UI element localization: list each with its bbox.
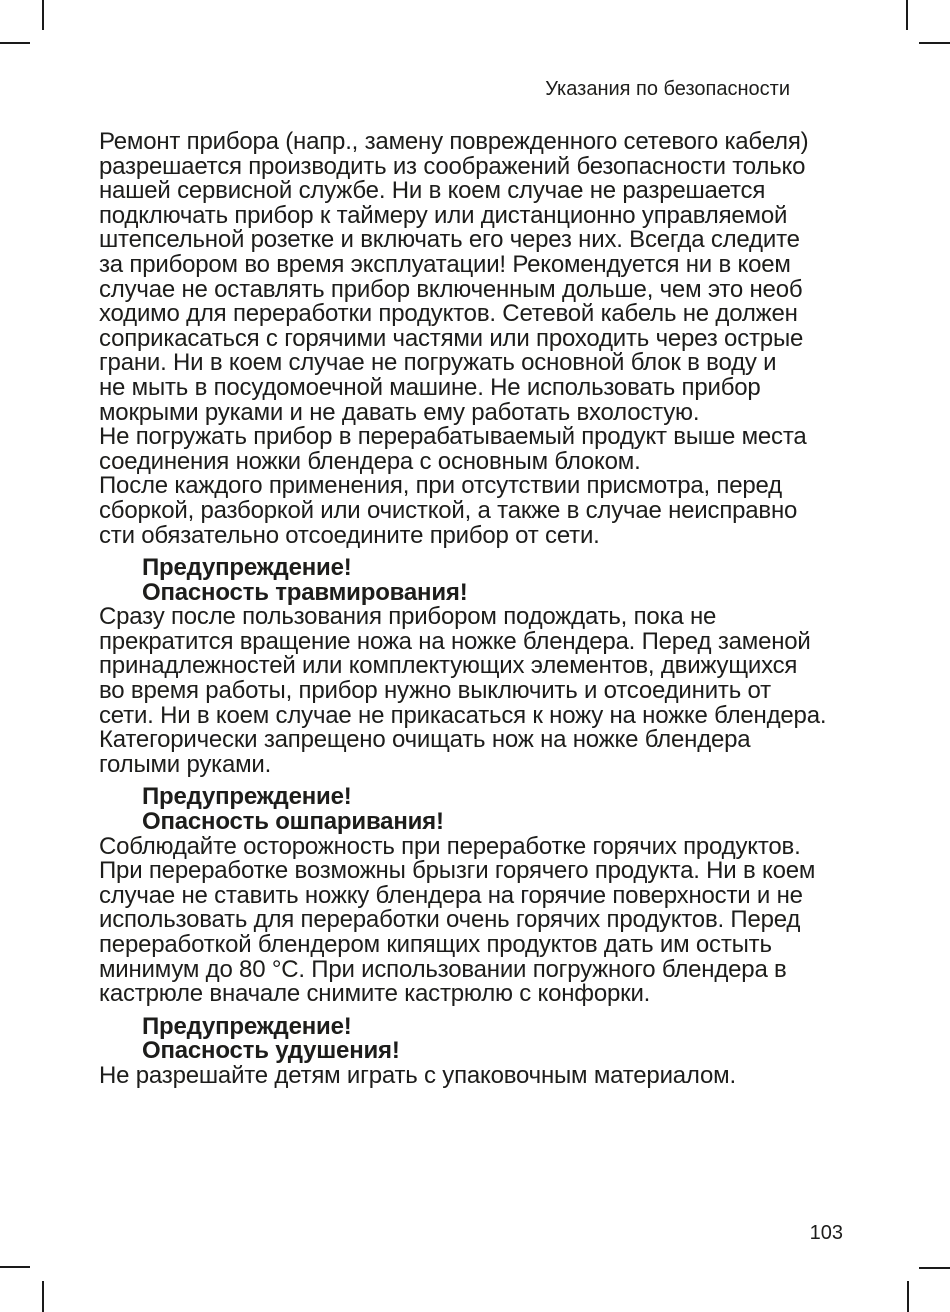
crop-mark-bottom-right-vertical	[907, 1281, 909, 1312]
text-line: переработкой блендером кипящих продуктов дать им остыть	[99, 931, 772, 958]
warning-heading	[99, 556, 844, 605]
crop-mark-top-left-horizontal	[0, 42, 30, 44]
text-line: кастрюле вначале снимите кастрюлю с конфорки.	[99, 980, 651, 1008]
warning-heading	[99, 1012, 844, 1065]
body-paragraph	[99, 130, 844, 425]
text-line: штепсельной розетке и включать его через них. Всегда следите	[99, 226, 800, 254]
text-line: Предупреждение!	[142, 1012, 352, 1040]
text-line: не мыть в посудомоечной машине. Не использовать прибор	[99, 373, 761, 401]
text-line: соединения ножки блендера с основным блоком.	[99, 447, 641, 475]
page-number: 103	[809, 1222, 843, 1244]
text-line: Ремонт прибора (напр., замену поврежденного сетевого кабеля)	[99, 128, 809, 155]
text-line: Сразу после пользования прибором подождать, пока не	[99, 603, 717, 631]
text-line: прекратится вращение ножа на ножке блендера. Перед заменой	[99, 627, 811, 655]
text-line: за прибором во время эксплуатации! Рекомендуется ни в коем	[99, 250, 791, 278]
warning-heading	[99, 785, 844, 834]
crop-mark-top-right-horizontal	[919, 42, 950, 44]
text-line: мокрыми руками и не давать ему работать вхолостую.	[99, 398, 700, 426]
text-line: Не погружать прибор в перерабатываемый продукт выше места	[99, 423, 807, 451]
body-paragraph	[99, 832, 844, 1008]
text-line: сборкой, разборкой или очисткой, а также в случае неисправно	[99, 496, 798, 524]
text-line: нашей сервисной службе. Ни в коем случае не разрешается	[99, 177, 766, 205]
text-line: принадлежностей или комплектующих элементов, движущихся	[99, 652, 798, 680]
body-paragraph	[99, 605, 844, 777]
body-text	[99, 130, 844, 1089]
text-line: случае не оставлять прибор включенным дольше, чем это необ	[99, 275, 803, 303]
text-line: во время работы, прибор нужно выключить и отсоединить от	[99, 677, 771, 705]
text-line: голыми руками.	[99, 750, 272, 778]
text-line: грани. Ни в коем случае не погружать основной блок в воду и	[99, 349, 777, 377]
body-paragraph	[99, 425, 844, 474]
crop-mark-bottom-left-horizontal	[0, 1266, 30, 1268]
text-line: После каждого применения, при отсутствии присмотра, перед	[99, 472, 782, 500]
text-line: Категорически запрещено очищать нож на ножке блендера	[99, 726, 751, 754]
text-line: Предупреждение!	[142, 554, 352, 582]
text-line: подключать прибор к таймеру или дистанционно управляемой	[99, 201, 788, 229]
crop-mark-top-right-vertical	[906, 0, 908, 30]
text-line: Предупреждение!	[142, 783, 352, 811]
text-line: Соблюдайте осторожность при переработке горячих продуктов.	[99, 832, 801, 860]
text-line: сти обязательно отсоедините прибор от сети.	[99, 521, 600, 549]
text-line: Опасность удушения!	[142, 1037, 400, 1065]
body-paragraph	[99, 474, 844, 548]
text-line: Опасность травмирования!	[142, 578, 468, 606]
crop-mark-bottom-right-horizontal	[919, 1267, 950, 1269]
text-line: ходимо для переработки продуктов. Сетевой кабель не должен	[99, 300, 798, 328]
text-line: соприкасаться с горячими частями или проходить через острые	[99, 324, 804, 352]
text-line: использовать для переработки очень горячих продуктов. Перед	[99, 906, 801, 934]
body-paragraph	[99, 1061, 844, 1089]
text-line: При переработке возможны брызги горячего продукта. Ни в коем	[99, 857, 816, 885]
text-line: сети. Ни в коем случае не прикасаться к ножу на ножке блендера.	[99, 701, 827, 729]
text-line: случае не ставить ножку блендера на горячие поверхности и не	[99, 881, 803, 909]
crop-mark-top-left-vertical	[42, 0, 44, 30]
text-line: Опасность ошпаривания!	[142, 808, 444, 836]
crop-mark-bottom-left-vertical	[42, 1281, 44, 1312]
text-line: разрешается производить из соображений безопасности только	[99, 152, 806, 180]
running-header: Указания по безопасности	[545, 78, 790, 100]
text-line: минимум до 80 °C. При использовании погружного блендера в	[99, 955, 787, 983]
text-line: Не разрешайте детям играть с упаковочным материалом.	[99, 1061, 736, 1089]
